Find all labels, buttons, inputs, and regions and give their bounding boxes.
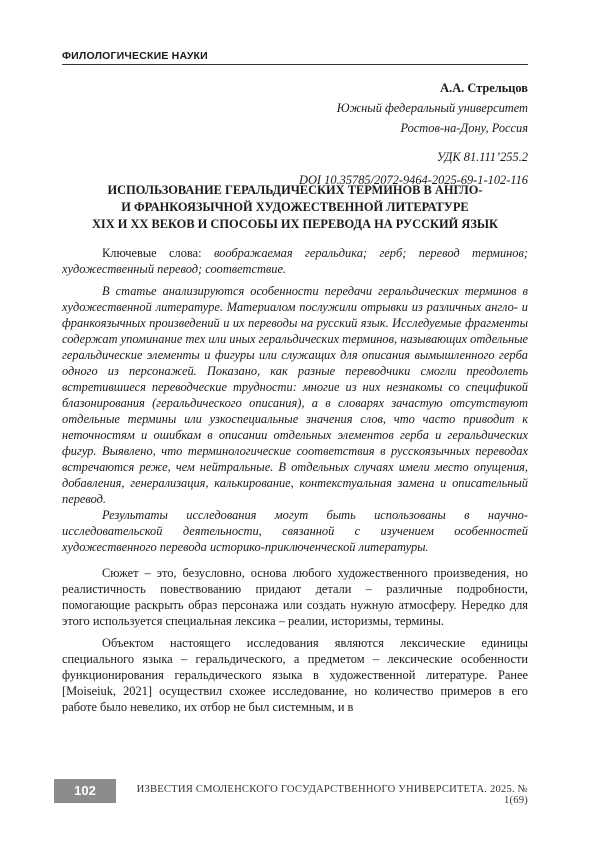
- article-title: [62, 182, 528, 233]
- page-number: 102: [54, 779, 116, 803]
- body-paragraph: Сюжет – это, безусловно, основа любого художественного произведения, но реалистичность повествованию придают детали – различные подробности, помогающие раскрыть образ персонажа или создать нужную атмосферу. Нередко для этого используется специальная лексика – реалии, историзмы, термины.: [62, 565, 528, 629]
- article-body: [62, 245, 528, 721]
- journal-footer: ИЗВЕСТИЯ СМОЛЕНСКОГО ГОСУДАРСТВЕННОГО УНИВЕРСИТЕТА. 2025. № 1(69): [136, 784, 528, 806]
- keywords: [62, 245, 528, 277]
- affiliation-university: Южный федеральный университет: [168, 98, 528, 118]
- body-paragraph: Объектом настоящего исследования являются лексические единицы специального языка – геральдического, а предметом – лексические особенности функционирования геральдического языка в художественной литературе. Ранее [Moiseiuk, 2021] осуществил схожее исследование, но количество примеров в его работе было невелико, их отбор не был системным, и в: [62, 635, 528, 715]
- doi: DOI 10.35785/2072-9464-2025-69-1-102-116: [168, 170, 528, 190]
- keywords-values: воображаемая геральдика; герб; перевод терминов; художественный перевод; соответствие.: [62, 246, 528, 276]
- running-head: ФИЛОЛОГИЧЕСКИЕ НАУКИ: [62, 50, 208, 62]
- abstract-paragraph: В статье анализируются особенности передачи геральдических терминов в художественной литературе. Материалом послужили отрывки из различных англо- и франкоязычных произведений и их переводы на русский язык. Исследуемые фрагменты содержат упоминание тех или иных геральдических терминов, называющих отдельные геральдические элементы и фигуры или служащих для описания вымышленного герба одного из персонажей. Показано, как разные переводчики смогли преодолеть встретившиеся переводческие трудности: многие из них незнакомы со спецификой блазонирования (геральдического описания), а в словарях зачастую отсутствуют отдельные термины или узкоспециальные значения слов, что часто приводит к неточностям и ошибкам в описании отдельных элементов герба и геральдических фигур. Выявлено, что терминологические соответствия в русскоязычных переводах встречаются реже, чем нейтральные. В отдельных случаях имели место опущения, добавления, генерализация, калькирование, контекстуальная замена и описательный перевод.: [62, 283, 528, 507]
- abstract: [62, 283, 528, 555]
- author-block: [168, 78, 528, 190]
- abstract-paragraph: Результаты исследования могут быть использованы в научно-исследовательской деятельности, связанной с изучением особенностей художественного перевода историко-приключенческой литературы.: [62, 507, 528, 555]
- header-divider: [62, 64, 528, 65]
- affiliation-city: Ростов-на-Дону, Россия: [168, 118, 528, 138]
- main-text: [62, 565, 528, 715]
- keywords-label: Ключевые слова:: [102, 246, 214, 260]
- title-line: И ФРАНКОЯЗЫЧНОЙ ХУДОЖЕСТВЕННОЙ ЛИТЕРАТУРЕ: [62, 199, 528, 216]
- title-line: XIX И XX ВЕКОВ И СПОСОБЫ ИХ ПЕРЕВОДА НА РУССКИЙ ЯЗЫК: [62, 216, 528, 233]
- author-name: А.А. Стрельцов: [168, 78, 528, 98]
- udc-code: УДК 81.111’255.2: [168, 147, 528, 167]
- title-line: ИСПОЛЬЗОВАНИЕ ГЕРАЛЬДИЧЕСКИХ ТЕРМИНОВ В АНГЛО-: [62, 182, 528, 199]
